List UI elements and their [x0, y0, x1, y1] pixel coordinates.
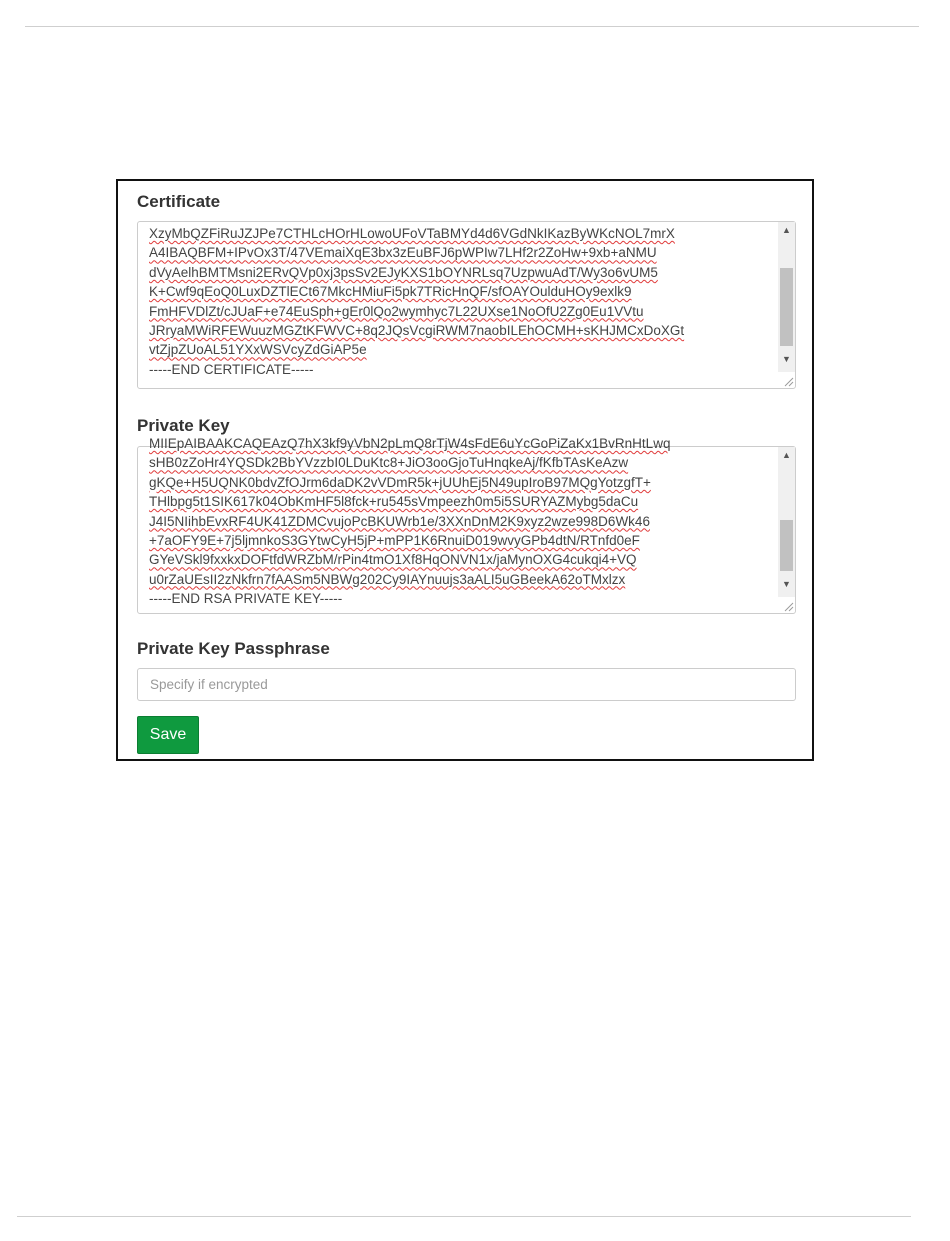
scroll-up-arrow-icon[interactable]: ▲ [782, 225, 791, 235]
textarea-line: A4IBAQBFM+IPvOx3T/47VEmaiXqE3bx3zEuBFJ6pWPIw7LHf2r2ZoHw+9xb+aNMU [149, 245, 657, 261]
certificate-scrollbar[interactable] [778, 222, 795, 372]
scroll-up-arrow-icon[interactable]: ▲ [782, 450, 791, 460]
ssl-certificate-form [116, 179, 814, 761]
resize-grip-icon[interactable] [782, 375, 794, 387]
textarea-line: +7aOFY9E+7j5ljmnkoS3GYtwCyH5jP+mPP1K6RnuiD019wvyGPb4dtN/RTnfd0eF [149, 532, 640, 548]
textarea-line: sHB0zZoHr4YQSDk2BbYVzzbI0LDuKtc8+JiO3ooGjoTuHnqkeAj/fKfbTAsKeAzw [149, 455, 629, 471]
textarea-line: vtZjpZUoAL51YXxWSVcyZdGiAP5e [149, 342, 367, 358]
textarea-line: MIIEpAIBAAKCAQEAzQ7hX3kf9yVbN2pLmQ8rTjW4sFdE6uYcGoPiZaKx1BvRnHtLwq [149, 436, 671, 451]
certificate-label: Certificate [137, 192, 221, 211]
textarea-line: K+Cwf9qEoQ0LuxDZTlECt67MkcHMiuFi5pk7TRicHnQF/sfOAYOulduHOy9exlk9 [149, 284, 632, 300]
top-divider [25, 26, 919, 27]
private-key-textarea[interactable] [137, 436, 796, 614]
scroll-down-arrow-icon[interactable]: ▼ [782, 354, 791, 364]
bottom-divider [17, 1216, 911, 1217]
textarea-line: dVyAelhBMTMsni2ERvQVp0xj3psSv2EJyKXS1bOYNRLsq7UzpwuAdT/Wy3o6vUM5 [149, 264, 658, 280]
textarea-line: GYeVSkl9fxxkxDOFtfdWRZbM/rPin4tmO1Xf8HqONVN1x/jaMynOXG4cukqi4+VQ [149, 552, 637, 568]
textarea-line: FmHFVDlZt/cJUaF+e74EuSph+gEr0lQo2wymhyc7L22UXse1NoOfU2Zg0Eu1VVtu [149, 303, 644, 319]
private-key-text [149, 434, 777, 609]
save-button[interactable]: Save [137, 716, 199, 754]
private-key-label: Private Key [137, 416, 230, 435]
textarea-line: -----END RSA PRIVATE KEY----- [149, 591, 343, 607]
textarea-line: THlbpg5t1SIK617k04ObKmHF5l8fck+ru545sVmpeezh0m5i5SURYAZMybg5daCu [149, 494, 639, 510]
textarea-line: JRryaMWiRFEWuuzMGZtKFWVC+8q2JQsVcgiRWM7naobILEhOCMH+sKHJMCxDoXGt [149, 322, 685, 338]
textarea-line: J4I5NIihbEvxRF4UK41ZDMCvujoPcBKUWrb1e/3XXnDnM2K9xyz2wze998D6Wk46 [149, 513, 650, 529]
textarea-line: XzyMbQZFiRuJZJPe7CTHLcHOrHLowoUFoVTaBMYd4d6VGdNkIKazByWKcNOL7mrX [149, 226, 675, 241]
private-key-scrollbar[interactable] [778, 447, 795, 597]
resize-grip-icon[interactable] [782, 600, 794, 612]
textarea-line: u0rZaUEsII2zNkfrn7fAASm5NBWg202Cy9IAYnuujs3aALI5uGBeekA62oTMxlzx [149, 571, 626, 587]
scroll-down-arrow-icon[interactable]: ▼ [782, 579, 791, 589]
certificate-text [149, 224, 777, 379]
passphrase-label: Private Key Passphrase [137, 639, 330, 658]
certificate-textarea[interactable] [137, 221, 796, 389]
scroll-thumb[interactable] [780, 520, 793, 571]
passphrase-input[interactable] [137, 668, 796, 701]
textarea-line: -----END CERTIFICATE----- [149, 361, 314, 377]
scroll-thumb[interactable] [780, 268, 793, 346]
textarea-line: gKQe+H5UQNK0bdvZfOJrm6daDK2vVDmR5k+jUUhEj5N49upIroB97MQgYotzgfT+ [149, 474, 651, 490]
